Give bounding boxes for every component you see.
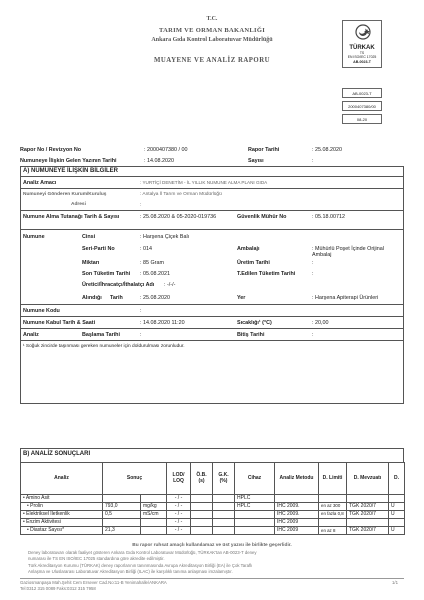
prod-date-value: : — [312, 260, 314, 266]
code-value: : — [140, 308, 142, 314]
col-limit: D. Limiti — [319, 463, 347, 495]
prod-date-label: Üretim Tarihi — [237, 260, 270, 266]
lot-value: : 014 — [140, 246, 152, 252]
turkak-box-3 — [342, 114, 382, 124]
report-date-value: : 25.08.2020 — [312, 147, 342, 153]
turkak-name: TÜRKAK — [349, 45, 375, 51]
cell-unit: mS/cm — [141, 511, 167, 519]
sampling-value: : 25.08.2020 & 05-2020-019736 — [140, 214, 217, 220]
sender-label: Numuneyi Gönderen Kurum/Kuruluş — [23, 192, 107, 197]
col-gk: G.K. (%) — [213, 463, 235, 495]
cell-result — [103, 519, 141, 527]
footer-accreditation-1: Deney laboratuvarı olarak faaliyet gösteren Ankara Gıda Kontrol Laboratuvar Müdürlüğü, TÜRKAK'tan AB-0023-T deney — [28, 550, 257, 555]
cell-gk — [213, 527, 235, 535]
temp-label: Sıcaklığı¹ (°C) — [237, 320, 272, 326]
cell-lod: - / - — [167, 495, 191, 503]
cell-d — [389, 519, 405, 527]
header-ministry: TARIM VE ORMAN BAKANLIĞI — [158, 27, 266, 34]
turkak-box-2 — [342, 101, 382, 111]
cell-limit: en fazla 0,8 — [319, 511, 347, 519]
producer-label: Üretici/İhracatçı/İthalatçı Adı — [82, 282, 155, 288]
address-label: Adresi — [71, 202, 86, 207]
cell-unit: mg/kg — [141, 503, 167, 511]
cell-method: IHC 2009 — [275, 519, 319, 527]
cell-gk — [213, 519, 235, 527]
report-title: MUAYENE VE ANALİZ RAPORU — [153, 57, 271, 64]
cell-regulation: TGK 2020/7 — [347, 511, 389, 519]
turkak-box-1-text: AB-0023-T — [352, 91, 372, 96]
divider — [20, 304, 404, 305]
cell-device — [235, 527, 275, 535]
turkak-emblem-icon — [343, 21, 383, 45]
start-date-label: Başlama Tarihi — [82, 332, 120, 338]
cell-method: IHC 2009. — [275, 503, 319, 511]
cell-d: U — [389, 527, 405, 535]
cell-analysis: • Diastaz Sayısı* — [21, 527, 103, 535]
results-header-row — [21, 463, 405, 495]
cell-ob — [191, 527, 213, 535]
cell-lod: - / - — [167, 519, 191, 527]
page-number: 1/1 — [392, 580, 398, 585]
place-label: Yer — [237, 295, 246, 301]
turkak-box-2-text: 2000407380/00 — [348, 104, 376, 109]
pack-value: : Mühürlü Poşet İçinde Orijinal Ambalaj — [312, 246, 384, 259]
submit-date-label: Numuneye İlişkin Gelen Yazının Tarihi — [20, 158, 117, 164]
cell-result: 793,0 — [103, 503, 141, 511]
cell-unit — [141, 495, 167, 503]
cell-d: U — [389, 511, 405, 519]
cell-analysis: • Elektriksel İletkenlik — [21, 511, 103, 519]
footer-phone: Tel:0312 315 0089 Faks:0312 315 7958 — [20, 586, 96, 591]
table-row — [21, 527, 405, 535]
seal-value: : 05.18.00712 — [312, 214, 345, 220]
cell-device: HPLC — [235, 503, 275, 511]
cell-d — [389, 495, 405, 503]
cell-device — [235, 511, 275, 519]
accept-label: Numune Kabul Tarih & Saati — [23, 320, 96, 326]
cell-lod: - / - — [167, 503, 191, 511]
divider — [20, 210, 404, 211]
start-date-value: : — [140, 332, 142, 338]
col-ob: Ö.B. (s) — [191, 463, 213, 495]
qty-value: : 85 Gram — [140, 260, 164, 266]
report-date-label: Rapor Tarihi — [248, 147, 280, 153]
qty-label: Miktarı — [82, 260, 100, 266]
col-lod: LOD/ LOQ — [167, 463, 191, 495]
rec-date-value: : — [312, 271, 314, 277]
col-device: Cihaz — [235, 463, 275, 495]
table-row — [21, 495, 405, 503]
footer-accreditation-4: Anlaşma ve Uluslararası Laboratuvar Akreditasyon Birliği (ILAC) ile karşılıklı tanıma anlaşması imzalamıştır. — [28, 569, 233, 574]
cell-analysis: • Amino Asit — [21, 495, 103, 503]
footer-accreditation-3: Türk Akreditasyon Kurumu (TÜRKAK) deney raporlarının tanınmasında Avrupa Akreditasyon Birliği (EA) ile Çok Taraflı — [28, 563, 253, 568]
divider — [20, 188, 404, 189]
cell-gk — [213, 495, 235, 503]
sampling-label: Numune Alma Tutanağı Tarih & Sayısı — [23, 214, 120, 220]
cell-gk — [213, 511, 235, 519]
footer-divider — [20, 578, 404, 579]
divider — [20, 340, 404, 341]
table-row — [21, 511, 405, 519]
divider — [20, 328, 404, 329]
purpose-value: : YURTİÇİ DENETİM - İL YILLIK NUMUNE ALMA PLANI GIDA — [140, 180, 268, 185]
sample-label: Numune — [23, 234, 45, 240]
turkak-logo — [342, 20, 382, 68]
cell-method: IHC 2009. — [275, 511, 319, 519]
results-table — [20, 462, 405, 535]
cell-analysis: • Enzim Aktivitesi — [21, 519, 103, 527]
cell-lod: - / - — [167, 527, 191, 535]
table-row — [21, 519, 405, 527]
producer-value: : -/-/- — [164, 282, 176, 288]
cell-ob — [191, 511, 213, 519]
cell-result: 21,3 — [103, 527, 141, 535]
col-method: Analiz Metodu — [275, 463, 319, 495]
col-d: D. — [389, 463, 405, 495]
cell-method — [275, 495, 319, 503]
header-lab: Ankara Gıda Kontrol Laboratuvar Müdürlüğü — [151, 37, 273, 43]
cell-ob — [191, 503, 213, 511]
lot-label: Seri-Parti No — [82, 246, 115, 252]
cell-d: U — [389, 503, 405, 511]
cell-device: HPLC — [235, 495, 275, 503]
exp-date-value: : 05.08.2021 — [140, 271, 170, 277]
section-a-title: A) NUMUNEYE İLİŞKİN BİLGİLER — [23, 168, 119, 174]
count-value: : — [312, 158, 314, 164]
col-result: Sonuç — [103, 463, 167, 495]
cell-regulation: TGK 2020/7 — [347, 527, 389, 535]
cell-result: 0,5 — [103, 511, 141, 519]
address-value: : — [140, 202, 142, 208]
cell-limit: en az 8 — [319, 527, 347, 535]
taken-date-value: : 25.08.2020 — [140, 295, 170, 301]
footer-address: Gaziosmanpaşa Mah.Şehit Cem Ersever Cad.No:11-B Yenimahalle/ANKARA — [20, 580, 167, 585]
temp-value: : 20,00 — [312, 320, 329, 326]
cell-device — [235, 519, 275, 527]
cell-ob — [191, 495, 213, 503]
end-date-label: Bitiş Tarihi — [237, 332, 265, 338]
taken-label: Alındığı — [82, 295, 102, 301]
divider — [20, 316, 404, 317]
pack-label: Ambalajı — [237, 246, 260, 252]
turkak-box-3-text: 08-20 — [356, 117, 368, 122]
rec-date-label: T.Edilen Tüketim Tarihi — [237, 271, 296, 277]
section-b-title: B) ANALİZ SONUÇLARI — [23, 451, 91, 457]
turkak-box-1 — [342, 88, 382, 98]
cell-ob — [191, 519, 213, 527]
seal-label: Güvenlik Mühür No — [237, 214, 287, 220]
cell-result — [103, 495, 141, 503]
turkak-ts: TS — [359, 50, 365, 55]
type-label: Cinsi — [82, 234, 96, 240]
col-analysis: Analiz — [21, 463, 103, 495]
turkak-code: AB-0023-T — [353, 59, 371, 64]
end-date-value: : — [312, 332, 314, 338]
place-value: : Harşena Apiterapi Ürünleri — [312, 295, 379, 301]
cell-limit: en az 300 — [319, 503, 347, 511]
header-tc: T.C. — [206, 16, 218, 22]
cell-gk — [213, 503, 235, 511]
accept-value: : 14.08.2020 11:20 — [140, 320, 185, 326]
footnote: ¹ Soğuk zincirde taşınması gereken numuneler için doldurulması zorunludur. — [23, 344, 185, 349]
turkak-standard: EN ISO/IEC 17025 — [347, 54, 377, 59]
cell-limit — [319, 519, 347, 527]
type-value: : Harşena Çiçek Balı — [140, 234, 190, 240]
divider — [20, 229, 404, 230]
purpose-label: Analiz Amacı — [23, 180, 57, 186]
cell-method: IHC 2009 — [275, 527, 319, 535]
submit-date-value: : 14.08.2020 — [144, 158, 174, 164]
footer-accreditation-2: numarası ile TS EN ISO/IEC 17025 standardına göre akredite edilmiştir. — [28, 556, 165, 561]
footer-validity: Bu rapor ruhsat amaçlı kullanılamaz ve üst yazısı ile birlikte geçerlidir. — [132, 543, 292, 548]
cell-unit — [141, 527, 167, 535]
report-no-label: Rapor No / Revizyon No — [20, 147, 82, 153]
divider — [20, 176, 404, 177]
sender-value: : Antalya İl Tarım ve Orman Müdürlüğü — [140, 192, 222, 197]
cell-analysis: • Prolin — [21, 503, 103, 511]
table-row — [21, 503, 405, 511]
cell-regulation — [347, 519, 389, 527]
col-regulation: D. Mevzuatı — [347, 463, 389, 495]
cell-regulation — [347, 495, 389, 503]
cell-limit — [319, 495, 347, 503]
code-label: Numune Kodu — [23, 308, 60, 314]
exp-date-label: Son Tüketim Tarihi — [82, 271, 131, 277]
cell-unit — [141, 519, 167, 527]
report-no-value: : 2000407380 / 00 — [144, 147, 188, 153]
analysis-label: Analiz — [23, 332, 39, 338]
count-label: Sayısı — [248, 158, 264, 164]
cell-lod: - / - — [167, 511, 191, 519]
taken-date-label: Tarih — [110, 295, 123, 301]
cell-regulation: TGK 2020/7 — [347, 503, 389, 511]
